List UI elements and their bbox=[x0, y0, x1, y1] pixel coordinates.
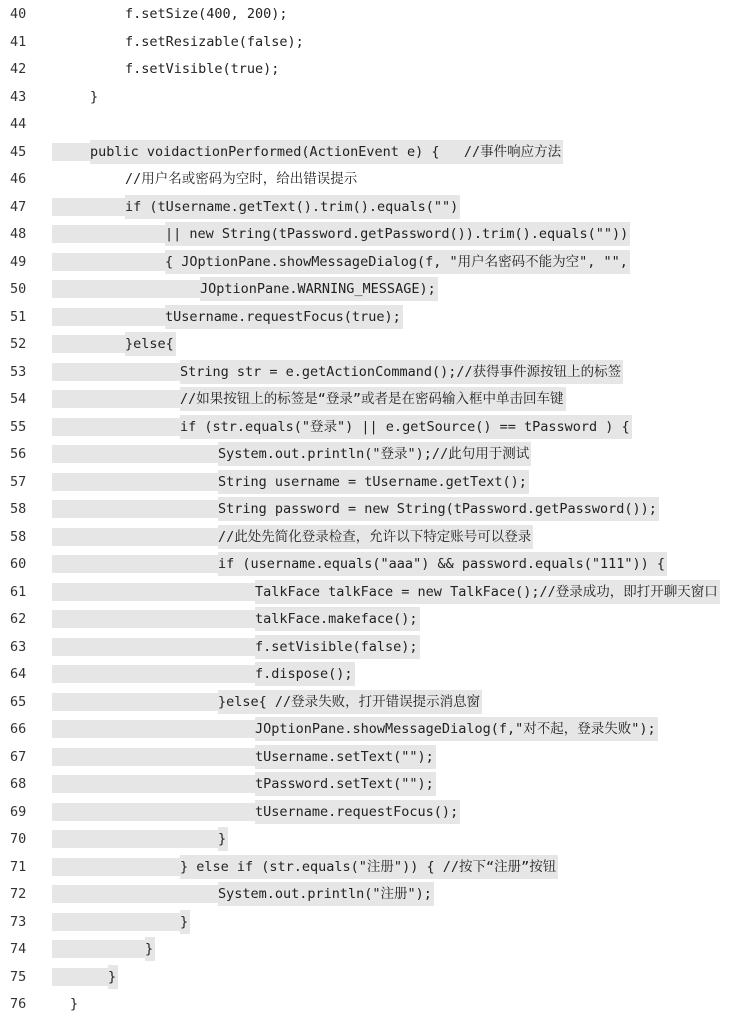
highlight-band bbox=[52, 858, 180, 876]
code-text: f.setResizable(false); bbox=[125, 33, 304, 50]
code-text: String username = tUsername.getText(); bbox=[218, 470, 529, 494]
code-text: } else if (str.equals("注册")) { //按下“注册”按钮 bbox=[180, 855, 558, 879]
code-text: } bbox=[145, 937, 155, 961]
highlight-band bbox=[52, 583, 255, 601]
code-text: } bbox=[180, 910, 190, 934]
code-text: System.out.println("注册"); bbox=[218, 882, 434, 906]
code-text: JOptionPane.WARNING_MESSAGE); bbox=[200, 277, 438, 301]
code-line bbox=[0, 607, 749, 631]
highlight-band bbox=[52, 280, 200, 298]
line-number: 40 bbox=[10, 6, 27, 22]
code-line bbox=[0, 250, 749, 274]
code-line bbox=[0, 57, 749, 81]
code-text: System.out.println("登录");//此句用于测试 bbox=[218, 442, 531, 466]
line-number: 53 bbox=[10, 363, 27, 380]
line-number: 58 bbox=[10, 528, 27, 545]
line-number: 55 bbox=[10, 418, 27, 435]
code-text: //此处先简化登录检查，允许以下特定账号可以登录 bbox=[218, 525, 533, 549]
code-line bbox=[0, 360, 749, 384]
code-line bbox=[0, 635, 749, 659]
code-line bbox=[0, 415, 749, 439]
code-line bbox=[0, 442, 749, 466]
highlight-band bbox=[52, 748, 255, 766]
highlight-band bbox=[52, 968, 108, 986]
code-text: }else{ bbox=[125, 332, 176, 356]
code-text bbox=[90, 112, 92, 136]
code-line bbox=[0, 470, 749, 494]
code-text: tPassword.setText(""); bbox=[255, 772, 436, 796]
line-number: 52 bbox=[10, 336, 27, 352]
code-text: tUsername.setText(""); bbox=[255, 745, 436, 769]
line-number: 74 bbox=[10, 941, 27, 957]
code-text: TalkFace talkFace = new TalkFace();//登录成功，即打开聊天窗口 bbox=[255, 580, 720, 604]
line-number: 54 bbox=[10, 391, 27, 407]
code-line bbox=[0, 552, 749, 576]
line-number: 42 bbox=[10, 61, 27, 77]
code-text: f.setVisible(false); bbox=[255, 635, 420, 659]
highlight-band bbox=[52, 638, 255, 656]
code-text: if (str.equals("登录") || e.getSource() == tPassword ) { bbox=[180, 415, 632, 439]
code-line bbox=[0, 937, 749, 961]
code-line bbox=[0, 992, 749, 1016]
code-text: }else{ //登录失败，打开错误提示消息窗 bbox=[218, 690, 482, 714]
code-line bbox=[0, 827, 749, 851]
code-text: { JOptionPane.showMessageDialog(f, "用户名密码不能为空", "", bbox=[165, 250, 630, 274]
code-text: f.setVisible(true); bbox=[125, 61, 280, 77]
line-number: 71 bbox=[10, 858, 27, 875]
highlight-band bbox=[52, 913, 180, 931]
code-line bbox=[0, 662, 749, 686]
code-text: } bbox=[70, 996, 79, 1012]
code-line bbox=[0, 140, 749, 164]
line-number: 50 bbox=[10, 281, 27, 297]
highlight-band bbox=[52, 335, 125, 353]
line-number: 76 bbox=[10, 996, 27, 1012]
highlight-band bbox=[52, 445, 218, 463]
code-text: String str = e.getActionCommand();//获得事件源按钮上的标签 bbox=[180, 360, 623, 384]
code-text: f.dispose(); bbox=[255, 662, 355, 686]
code-text: String password = new String(tPassword.getPassword()); bbox=[218, 497, 659, 521]
code-line bbox=[0, 2, 749, 26]
line-number: 69 bbox=[10, 803, 27, 820]
code-text: tUsername.requestFocus(); bbox=[255, 800, 460, 824]
code-text: } bbox=[90, 88, 99, 105]
code-line bbox=[0, 497, 749, 521]
line-number: 60 bbox=[10, 556, 27, 572]
code-line bbox=[0, 222, 749, 246]
code-line bbox=[0, 332, 749, 356]
code-text: if (tUsername.getText().trim().equals("") bbox=[125, 195, 460, 219]
line-number: 51 bbox=[10, 308, 27, 325]
highlight-band bbox=[52, 390, 180, 408]
code-line bbox=[0, 195, 749, 219]
code-line bbox=[0, 910, 749, 934]
line-number: 70 bbox=[10, 831, 27, 847]
code-text: || new String(tPassword.getPassword()).trim().equals("")) bbox=[165, 222, 630, 246]
code-text: } bbox=[108, 965, 118, 989]
code-text: } bbox=[218, 827, 228, 851]
code-text: f.setSize(400, 200); bbox=[125, 6, 288, 22]
code-line bbox=[0, 855, 749, 879]
line-number: 62 bbox=[10, 611, 27, 627]
highlight-band bbox=[52, 665, 255, 683]
code-text: talkFace.makeface(); bbox=[255, 607, 420, 631]
line-number: 66 bbox=[10, 721, 27, 737]
highlight-band bbox=[52, 555, 218, 573]
line-number: 46 bbox=[10, 171, 27, 187]
code-line bbox=[0, 305, 749, 329]
line-number: 68 bbox=[10, 776, 27, 792]
code-line bbox=[0, 745, 749, 769]
line-number: 43 bbox=[10, 88, 27, 105]
code-line bbox=[0, 580, 749, 604]
code-line bbox=[0, 167, 749, 191]
highlight-band bbox=[52, 500, 218, 518]
line-number: 48 bbox=[10, 226, 27, 242]
code-line bbox=[0, 30, 749, 54]
highlight-band bbox=[52, 610, 255, 628]
line-number: 72 bbox=[10, 886, 27, 902]
highlight-band bbox=[52, 253, 165, 271]
line-number: 67 bbox=[10, 748, 27, 765]
code-text: //用户名或密码为空时，给出错误提示 bbox=[125, 171, 358, 187]
highlight-band bbox=[52, 528, 218, 546]
highlight-band bbox=[52, 693, 218, 711]
code-text: if (username.equals("aaa") && password.equals("111")) { bbox=[218, 552, 667, 576]
highlight-band bbox=[52, 830, 218, 848]
highlight-band bbox=[52, 418, 180, 436]
highlight-band bbox=[52, 225, 165, 243]
code-text: JOptionPane.showMessageDialog(f,"对不起，登录失败"); bbox=[255, 717, 658, 741]
line-number: 61 bbox=[10, 583, 27, 600]
line-number: 56 bbox=[10, 446, 27, 462]
line-number: 65 bbox=[10, 693, 27, 710]
highlight-band bbox=[52, 720, 255, 738]
line-number: 63 bbox=[10, 638, 27, 655]
code-line bbox=[0, 965, 749, 989]
line-number: 57 bbox=[10, 473, 27, 490]
line-number: 44 bbox=[10, 116, 27, 132]
highlight-band bbox=[52, 143, 90, 161]
highlight-band bbox=[52, 363, 180, 381]
line-number: 45 bbox=[10, 143, 27, 160]
highlight-band bbox=[52, 198, 125, 216]
line-number: 58 bbox=[10, 501, 27, 517]
code-line bbox=[0, 882, 749, 906]
highlight-band bbox=[52, 308, 165, 326]
code-line bbox=[0, 387, 749, 411]
line-number: 47 bbox=[10, 198, 27, 215]
highlight-band bbox=[52, 940, 145, 958]
highlight-band bbox=[52, 775, 255, 793]
line-number: 73 bbox=[10, 913, 27, 930]
line-number: 75 bbox=[10, 968, 27, 985]
code-line bbox=[0, 800, 749, 824]
code-line bbox=[0, 525, 749, 549]
code-line bbox=[0, 772, 749, 796]
highlight-band bbox=[52, 803, 255, 821]
code-text: public voidactionPerformed(ActionEvent e) { //事件响应方法 bbox=[90, 140, 563, 164]
code-text: tUsername.requestFocus(true); bbox=[165, 305, 403, 329]
code-line bbox=[0, 690, 749, 714]
code-line bbox=[0, 717, 749, 741]
line-number: 41 bbox=[10, 33, 27, 50]
highlight-band bbox=[52, 885, 218, 903]
code-text: //如果按钮上的标签是“登录”或者是在密码输入框中单击回车键 bbox=[180, 387, 566, 411]
code-line bbox=[0, 85, 749, 109]
line-number: 49 bbox=[10, 253, 27, 270]
line-number: 64 bbox=[10, 666, 27, 682]
highlight-band bbox=[52, 473, 218, 491]
code-line bbox=[0, 277, 749, 301]
code-line bbox=[0, 112, 749, 136]
